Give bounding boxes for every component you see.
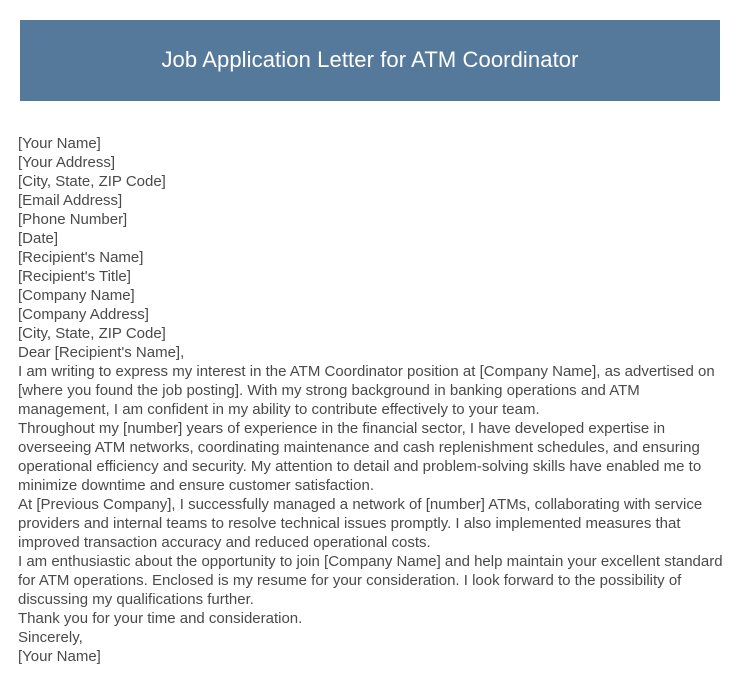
recipient-line-city-state-zip: [City, State, ZIP Code]	[18, 325, 166, 342]
sender-line-name: [Your Name]	[18, 135, 101, 152]
recipient-line-company: [Company Name]	[18, 287, 135, 304]
signature-line: [Your Name]	[18, 648, 101, 665]
sender-line-phone: [Phone Number]	[18, 211, 128, 228]
recipient-address-block	[18, 248, 724, 343]
body-paragraph-1: I am writing to express my interest in the ATM Coordinator position at [Company Name], as advertised on [where you found the job posting]. With my strong background in banking operations and ATM management, I am confident in my ability to contribute effectively to your team.	[18, 363, 715, 418]
body-paragraph-2: Throughout my [number] years of experience in the financial sector, I have developed expertise in overseeing ATM networks, coordinating maintenance and cash replenishment schedules, and ensuring operational efficiency and security. My attention to detail and problem-solving skills have enabled me to minimize downtime and ensure customer satisfaction.	[18, 420, 702, 494]
sender-line-city-state-zip: [City, State, ZIP Code]	[18, 173, 166, 190]
sender-address-block	[18, 134, 724, 248]
recipient-line-company-address: [Company Address]	[18, 306, 149, 323]
recipient-line-name: [Recipient's Name]	[18, 249, 144, 266]
recipient-line-title: [Recipient's Title]	[18, 268, 131, 285]
salutation: Dear [Recipient's Name],	[18, 344, 185, 361]
sender-line-email: [Email Address]	[18, 192, 123, 209]
sender-line-date: [Date]	[18, 230, 59, 247]
thank-you-line: Thank you for your time and consideration.	[18, 610, 303, 627]
letter-body	[18, 134, 724, 666]
sender-line-address: [Your Address]	[18, 154, 116, 171]
body-paragraph-4: I am enthusiastic about the opportunity to join [Company Name] and help maintain your excellent standard for ATM operations. Enclosed is my resume for your consideration. I look forward to the possibility of discussing my qualifications further.	[18, 553, 723, 608]
body-paragraph-3: At [Previous Company], I successfully managed a network of [number] ATMs, collaborating with service providers and internal teams to resolve technical issues promptly. I also implemented measures that improved transaction accuracy and reduced operational costs.	[18, 496, 703, 551]
document-header-banner	[20, 20, 720, 101]
closing-line: Sincerely,	[18, 629, 83, 646]
page-title: Job Application Letter for ATM Coordinator	[161, 47, 579, 73]
